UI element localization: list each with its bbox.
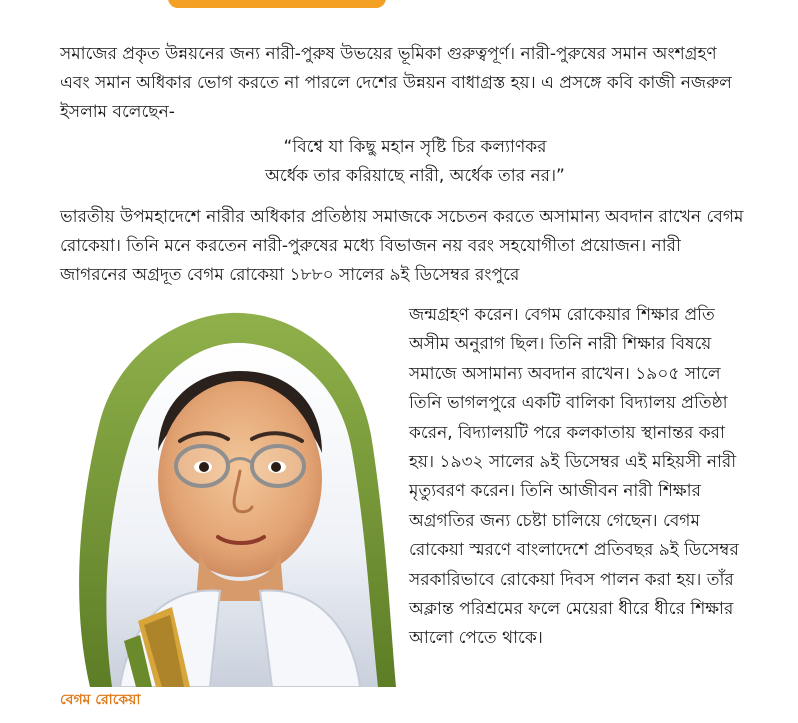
portrait-caption: বেগম রোকেয়া (60, 692, 141, 708)
rokeya-paragraph-continued: জন্মগ্রহণ করেন। বেগম রোকেয়ার শিক্ষার প্রতি অসীম অনুরাগ ছিল। তিনি নারী শিক্ষার বিষয়ে সমাজে অসামান্য অবদান রাখেন। ১৯০৫ সালে তিনি ভাগলপুরে একটি বালিকা বিদ্যালয় প্রতিষ্ঠা করেন, বিদ্যালয়টি পরে কলকাতায় স্থানান্তর করা হয়। ১৯৩২ সালের ৯ই ডিসেম্বর এই মহিয়সী নারী মৃত্যুবরণ করেন। তিনি আজীবন নারী শিক্ষার অগ্রগতির জন্য চেষ্টা চালিয়ে গেছেন। বেগম রোকেয়া স্মরণে বাংলাদেশে প্রতিবছর ৯ই ডিসেম্বর সরকারিভাবে রোকেয়া দিবস পালন করা হয়। তাঁর অক্লান্ত পরিশ্রমের ফলে মেয়েরা ধীরে ধীরে শিক্ষার আলো পেতে থাকে। (409, 305, 739, 649)
main-content (60, 40, 750, 290)
rokeya-portrait-image (60, 301, 396, 687)
rokeya-section (60, 301, 750, 691)
rokeya-paragraph-lead: ভারতীয় উপমহাদেশে নারীর অধিকার প্রতিষ্ঠায় সমাজকে সচেতন করতে অসামান্য অবদান রাখেন বেগম রোকেয়া। তিনি মনে করতেন নারী-পুরুষের মধ্যে বিভাজন নয় বরং সহযোগীতা প্রয়োজন। নারী জাগরনের অগ্রদূত বেগম রোকেয়া ১৮৮০ সালের ৯ই ডিসেম্বর রংপুরে (60, 207, 744, 285)
quote-line-1: “বিশ্বে যা কিছু মহান সৃষ্টি চির কল্যাণকর (283, 137, 547, 157)
nazrul-quote (60, 133, 750, 191)
intro-paragraph: সমাজের প্রকৃত উন্নয়নের জন্য নারী-পুরুষ উভয়ের ভূমিকা গুরুত্বপূর্ণ। নারী-পুরুষের সমান অংশগ্রহণ এবং সমান অধিকার ভোগ করতে না পারলে দেশের উন্নয়ন বাধাগ্রস্ত হয়। এ প্রসঙ্গে কবি কাজী নজরুল ইসলাম বলেছেন- (60, 44, 732, 122)
header-tab (168, 0, 386, 8)
quote-line-2: অর্ধেক তার করিয়াছে নারী, অর্ধেক তার নর।” (265, 166, 565, 186)
